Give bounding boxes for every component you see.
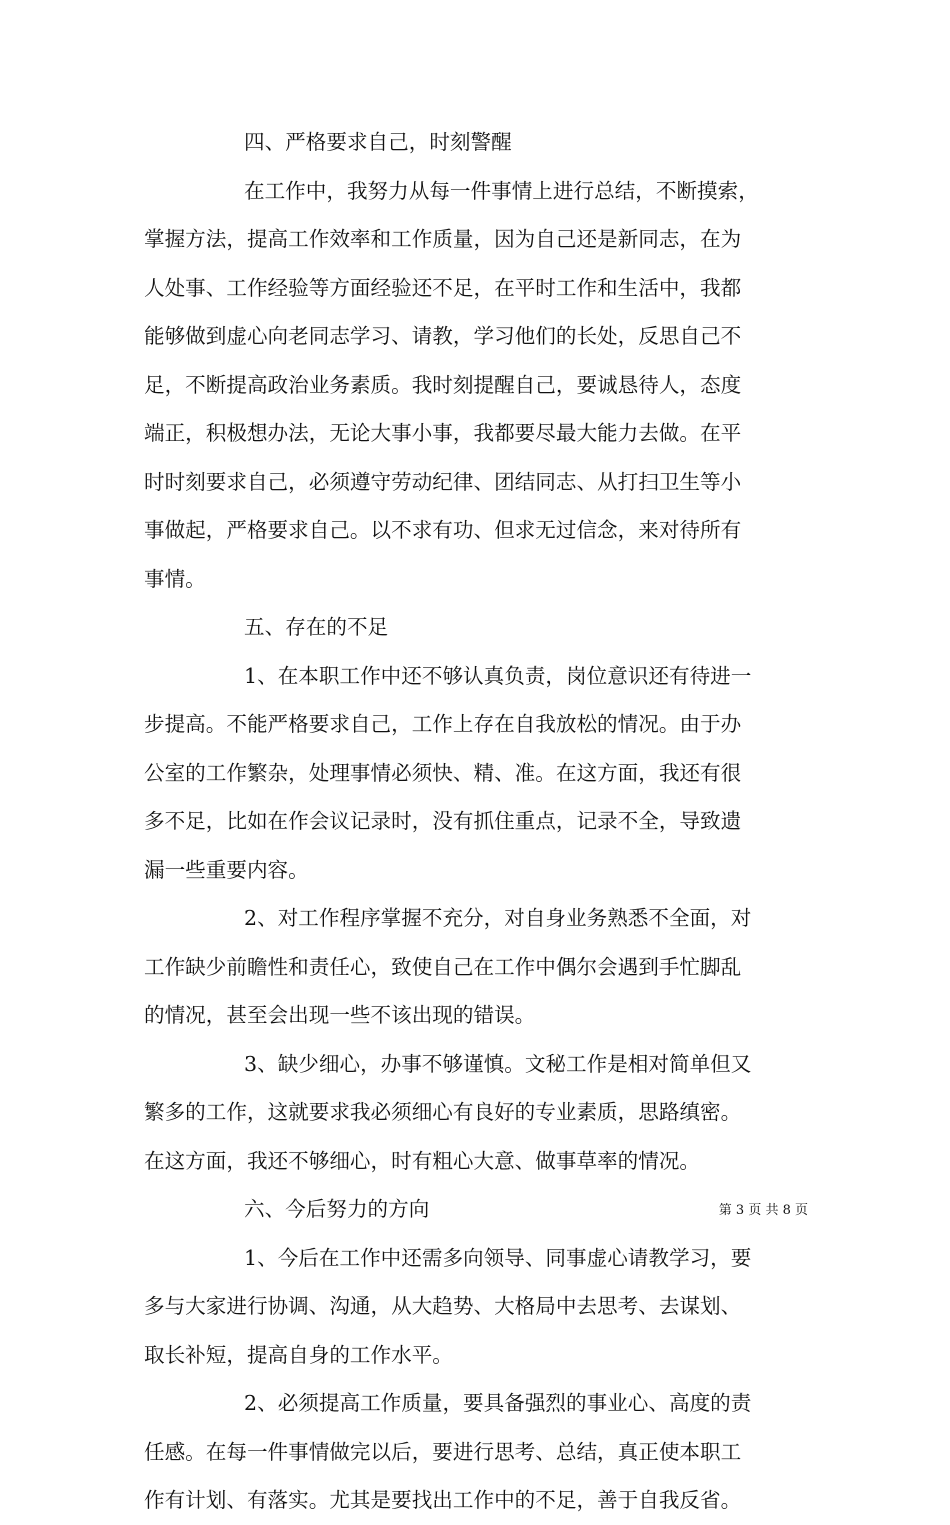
document-body xyxy=(144,118,806,1525)
paragraph-line: 能够做到虚心向老同志学习、请教，学习他们的长处，反思自己不 xyxy=(144,324,742,348)
paragraph-line: 掌握方法，提高工作效率和工作质量，因为自己还是新同志，在为 xyxy=(144,227,742,251)
paragraph-line: 在这方面，我还不够细心，时有粗心大意、做事草率的情况。 xyxy=(144,1148,701,1173)
page-number-footer: 第 3 页 共 8 页 xyxy=(718,1203,808,1218)
paragraph-line: 的情况，甚至会出现一些不该出现的错误。 xyxy=(144,1003,536,1027)
paragraph-line: 在工作中，我努力从每一件事情上进行总结，不断摸索， xyxy=(244,178,759,203)
paragraph-line: 多不足，比如在作会议记录时，没有抓住重点，记录不全，导致遗 xyxy=(144,809,742,833)
paragraph-line: 事情。 xyxy=(144,566,206,591)
paragraph-line: 漏一些重要内容。 xyxy=(144,857,309,882)
section-heading: 五、存在的不足 xyxy=(244,615,389,639)
paragraph-line: 作有计划、有落实。尤其是要找出工作中的不足，善于自我反省。 xyxy=(144,1488,742,1512)
paragraph-line: 公室的工作繁杂，处理事情必须快、精、准。在这方面，我还有很 xyxy=(144,760,742,785)
paragraph-line: 人处事、工作经验等方面经验还不足，在平时工作和生活中，我都 xyxy=(144,275,742,300)
paragraph-line: 任感。在每一件事情做完以后，要进行思考、总结，真正使本职工 xyxy=(144,1439,742,1464)
paragraph-line: 取长补短，提高自身的工作水平。 xyxy=(144,1342,453,1367)
paragraph-line: 端正，积极想办法，无论大事小事，我都要尽最大能力去做。在平 xyxy=(144,421,742,445)
paragraph-line: 1、在本职工作中还不够认真负责，岗位意识还有待进一 xyxy=(244,663,752,688)
paragraph-line: 事做起，严格要求自己。以不求有功、但求无过信念，来对待所有 xyxy=(144,518,742,542)
paragraph-line: 多与大家进行协调、沟通，从大趋势、大格局中去思考、去谋划、 xyxy=(144,1294,742,1318)
paragraph-line: 时时刻要求自己，必须遵守劳动纪律、团结同志、从打扫卫生等小 xyxy=(144,469,742,494)
paragraph-line: 3、缺少细心，办事不够谨慎。文秘工作是相对简单但又 xyxy=(244,1051,752,1076)
paragraph-line: 足，不断提高政治业务素质。我时刻提醒自己，要诚恳待人，态度 xyxy=(144,372,742,397)
paragraph-line: 1、今后在工作中还需多向领导、同事虚心请教学习，要 xyxy=(244,1245,752,1270)
section-heading: 四、严格要求自己，时刻警醒 xyxy=(244,130,512,154)
paragraph-line: 2、必须提高工作质量，要具备强烈的事业心、高度的责 xyxy=(244,1391,752,1415)
paragraph-line: 繁多的工作，这就要求我必须细心有良好的专业素质，思路缜密。 xyxy=(144,1100,742,1124)
paragraph-line: 步提高。不能严格要求自己，工作上存在自我放松的情况。由于办 xyxy=(144,712,742,736)
section-heading: 六、今后努力的方向 xyxy=(244,1197,430,1221)
paragraph-line: 2、对工作程序掌握不充分，对自身业务熟悉不全面，对 xyxy=(244,906,752,930)
paragraph-line: 工作缺少前瞻性和责任心，致使自己在工作中偶尔会遇到手忙脚乱 xyxy=(144,954,742,979)
